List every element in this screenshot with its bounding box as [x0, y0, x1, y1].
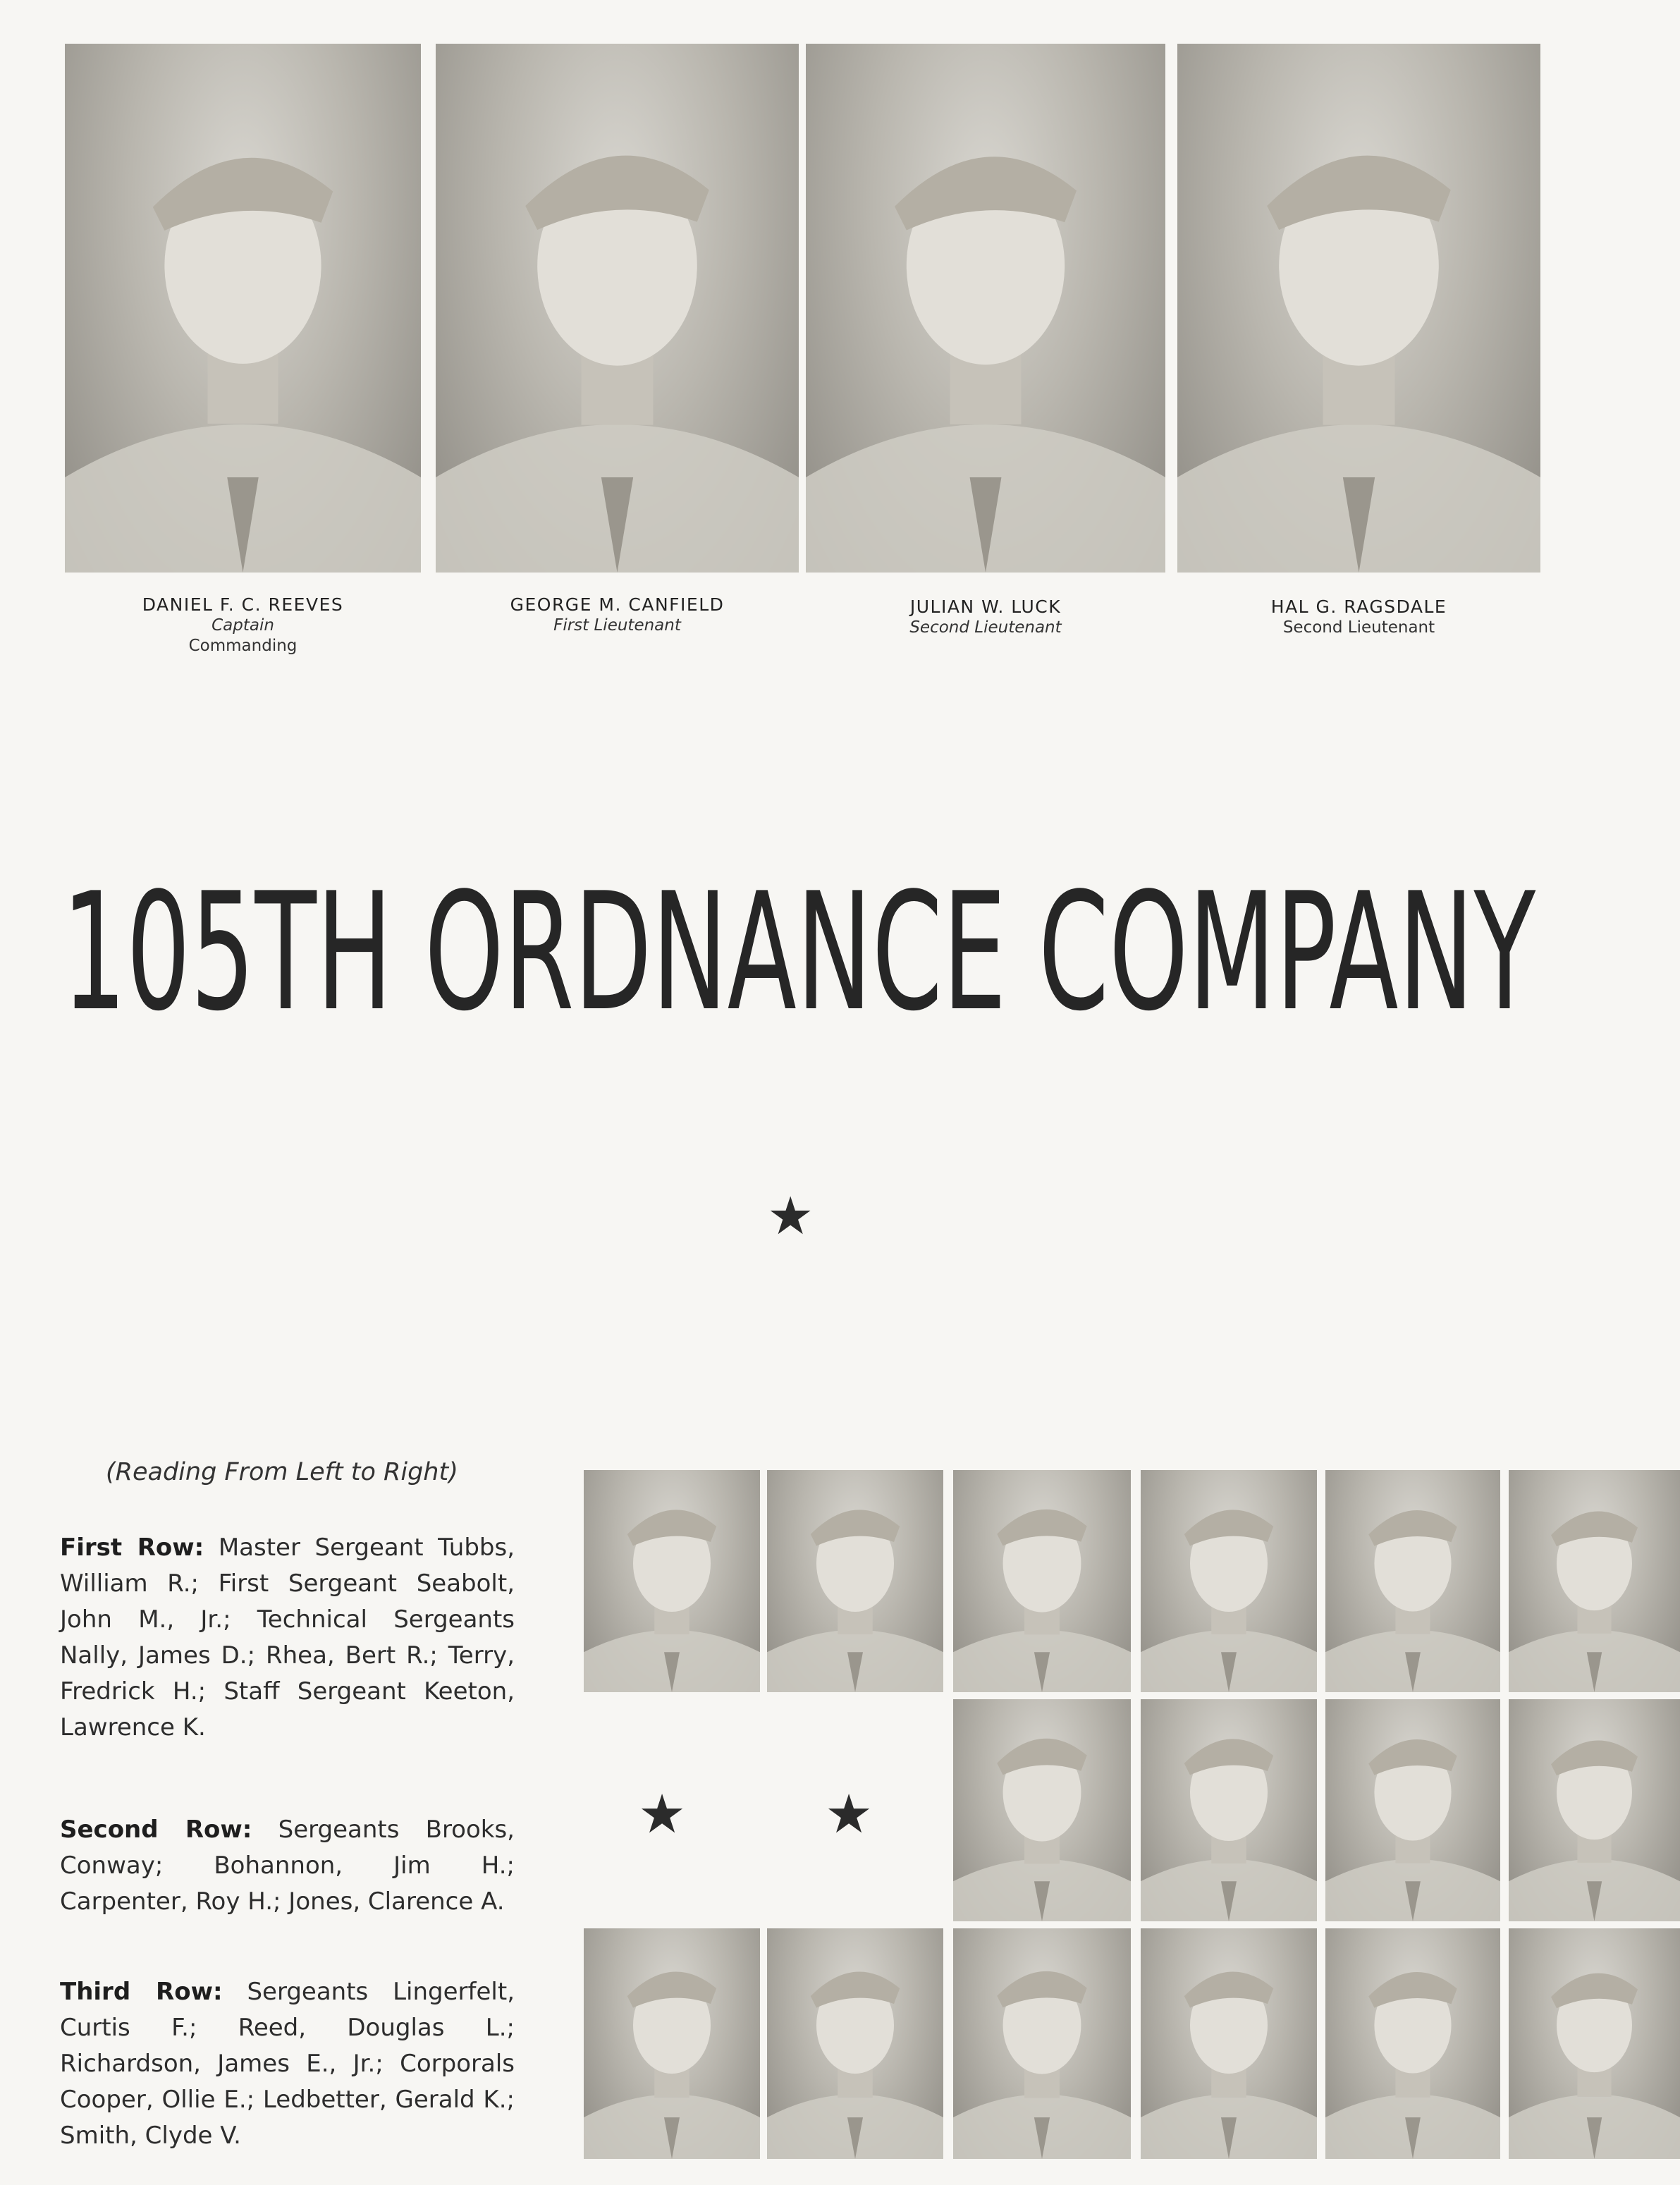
star-icon: ★	[638, 1782, 687, 1845]
enlisted-photo-row3-3	[953, 1928, 1131, 2159]
enlisted-photo-row3-1	[584, 1928, 760, 2159]
enlisted-photo-row2-6	[1509, 1699, 1680, 1921]
row-names: Sergeants Brooks, Conway; Bohannon, Jim H.; Carpenter, Roy H.; Jones, Clarence A.	[60, 1816, 515, 1916]
enlisted-photo-row1-3	[953, 1470, 1131, 1692]
reading-instruction: (Reading From Left to Right)	[106, 1458, 458, 1486]
page-title-text: 105TH ORDNANCE COMPANY	[62, 867, 1537, 1036]
officer-rank: Second Lieutenant	[1282, 618, 1435, 637]
enlisted-photo-row2-5	[1325, 1699, 1500, 1921]
enlisted-photo-row1-5	[1325, 1470, 1500, 1692]
officer-caption-canfield	[436, 594, 799, 636]
row-label: Second Row:	[60, 1816, 252, 1844]
enlisted-photo-row2-4	[1141, 1699, 1317, 1921]
star-icon: ★	[825, 1782, 873, 1845]
enlisted-photo-row3-6	[1509, 1928, 1680, 2159]
officer-name: DANIEL F. C. REEVES	[142, 594, 344, 615]
row-names: Sergeants Lingerfelt, Curtis F.; Reed, Douglas L.; Richardson, James E., Jr.; Corporals Cooper, Ollie E.; Ledbetter, Gerald K.; Smith, Clyde V.	[60, 1978, 515, 2150]
row-label: Third Row:	[60, 1978, 223, 2006]
officer-caption-luck	[806, 596, 1165, 638]
roster-second-row	[60, 1812, 515, 1920]
enlisted-photo-row3-5	[1325, 1928, 1500, 2159]
divider-star-icon: ★	[767, 1186, 814, 1247]
enlisted-photo-row1-1	[584, 1470, 760, 1692]
enlisted-photo-row3-2	[767, 1928, 943, 2159]
officer-photo-ragsdale	[1177, 44, 1540, 573]
officer-photo-canfield	[436, 44, 799, 573]
officer-caption-ragsdale	[1177, 596, 1540, 638]
officer-rank: Captain	[211, 616, 274, 635]
enlisted-photo-row1-6	[1509, 1470, 1680, 1692]
officer-name: GEORGE M. CANFIELD	[510, 594, 725, 615]
enlisted-photo-row1-4	[1141, 1470, 1317, 1692]
officer-name: HAL G. RAGSDALE	[1270, 596, 1447, 617]
officer-name: JULIAN W. LUCK	[909, 596, 1062, 617]
enlisted-photo-row1-2	[767, 1470, 943, 1692]
roster-third-row	[60, 1974, 515, 2154]
enlisted-photo-row3-4	[1141, 1928, 1317, 2159]
page-title	[0, 867, 1680, 1036]
officer-rank: Second Lieutenant	[909, 618, 1062, 637]
row-label: First Row:	[60, 1534, 204, 1562]
officer-photo-reeves	[65, 44, 421, 573]
officer-caption-reeves	[65, 594, 421, 656]
roster-first-row	[60, 1530, 515, 1746]
enlisted-photo-row2-3	[953, 1699, 1131, 1921]
officer-role: Commanding	[188, 637, 298, 655]
officer-rank: First Lieutenant	[553, 616, 681, 635]
officer-photo-luck	[806, 44, 1165, 573]
row-names: Master Sergeant Tubbs, William R.; First Sergeant Seabolt, John M., Jr.; Technical Sergeants Nally, James D.; Rhea, Bert R.; Terry, Fredrick H.; Staff Sergeant Keeton, Lawrence K.	[60, 1534, 515, 1742]
